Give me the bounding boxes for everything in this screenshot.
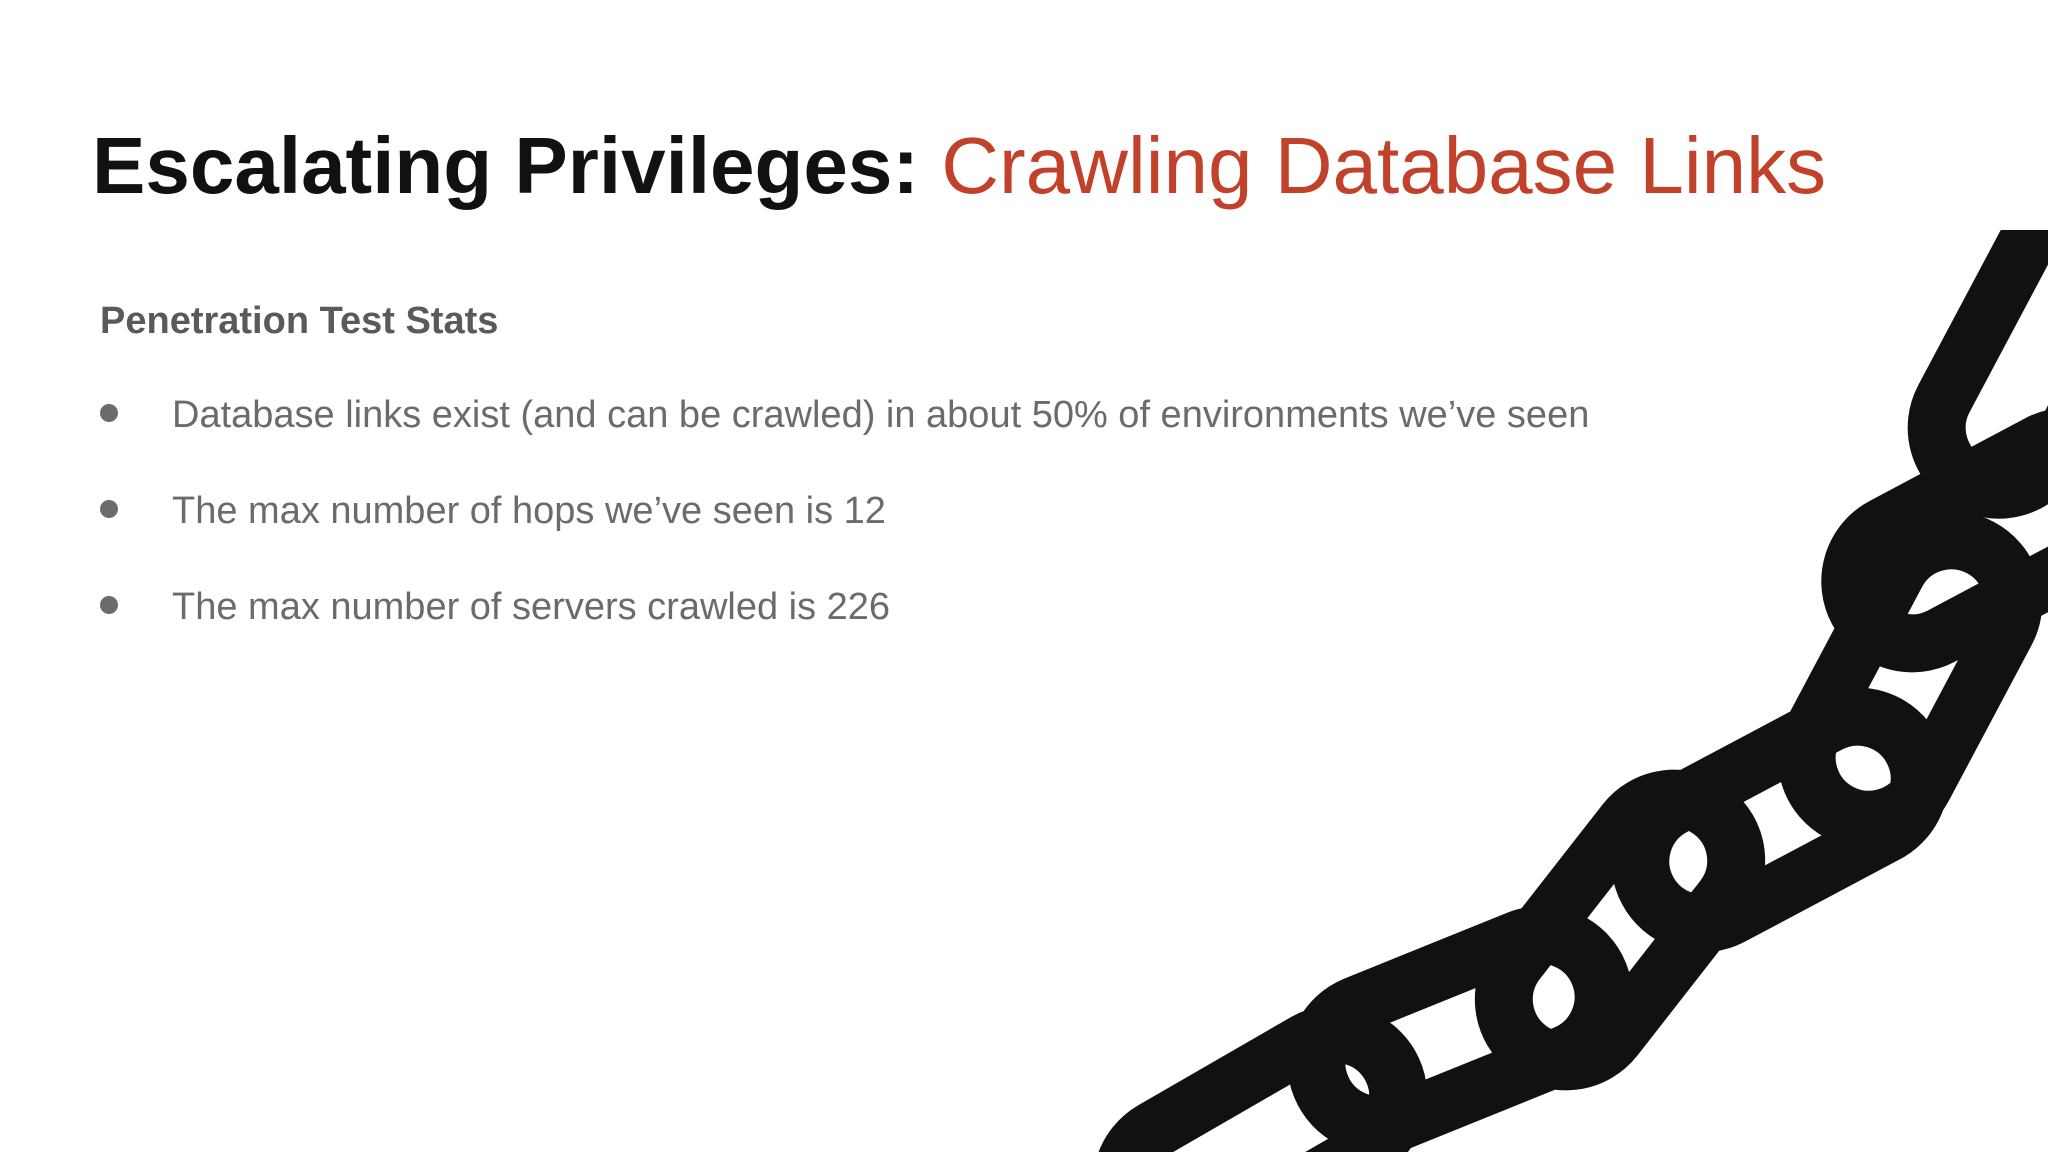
bullet-text: The max number of hops we’ve seen is 12: [172, 490, 886, 532]
chain-icon: [1060, 230, 2048, 1152]
bullet-text: Database links exist (and can be crawled) in about 50% of environments we’ve seen: [172, 394, 1590, 436]
slide-title: [92, 118, 1826, 214]
bullet-dot-icon: [100, 404, 118, 422]
bullet-dot-icon: [100, 596, 118, 614]
bullet-dot-icon: [100, 500, 118, 518]
bullet-text: The max number of servers crawled is 226: [172, 586, 891, 628]
section-subheading: Penetration Test Stats: [100, 300, 499, 342]
slide-title-accent: Crawling Database Links: [941, 121, 1827, 210]
slide-title-main: Escalating Privileges:: [92, 121, 920, 210]
